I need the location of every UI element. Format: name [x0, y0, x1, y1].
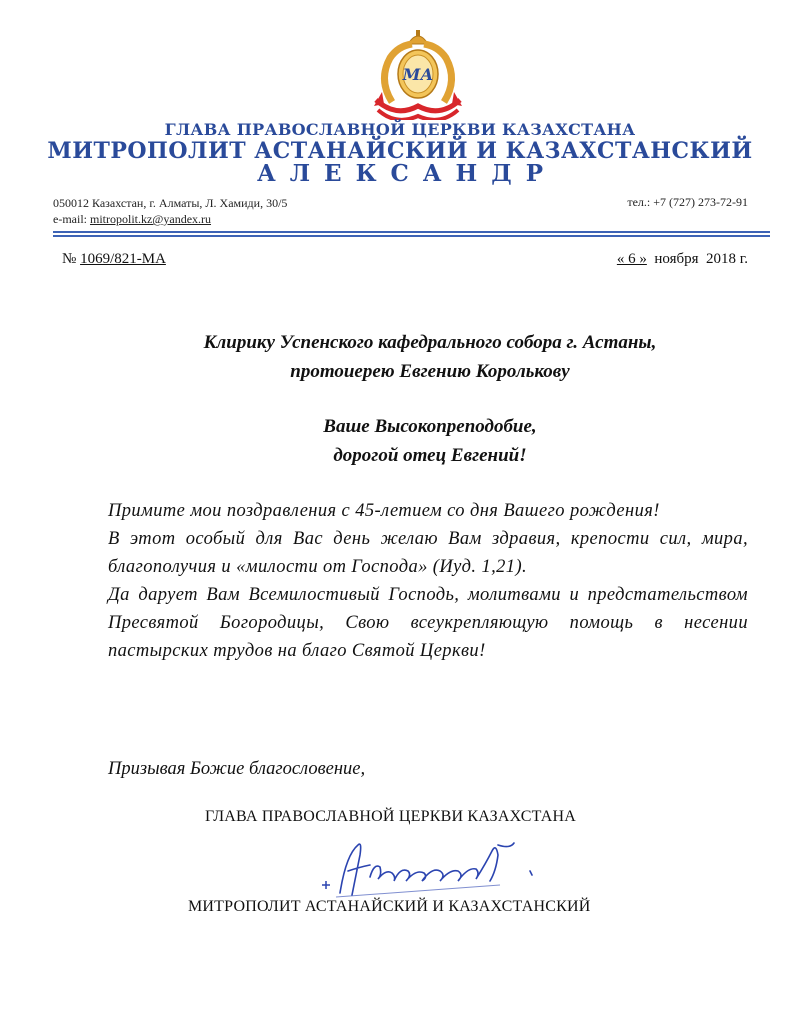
- addressee-line2: протоиерею Евгению Королькову: [290, 361, 570, 382]
- email-label: e-mail:: [53, 212, 90, 226]
- salutation-line1: Ваше Высокопреподобие,: [323, 416, 537, 437]
- document-number: [62, 251, 166, 268]
- contact-address-block: [53, 195, 287, 227]
- phone-number: тел.: +7 (727) 273-72-91: [627, 195, 748, 209]
- addressee-line1: Клирику Успенского кафедрального собора г. Астаны,: [203, 332, 657, 353]
- emblem-monogram: МА: [402, 65, 434, 84]
- header-title-line2: МИТРОПОЛИТ АСТАНАЙСКИЙ И КАЗАХСТАНСКИЙ: [47, 138, 753, 164]
- postal-address: 050012 Казахстан, г. Алматы, Л. Хамиди, 30/5: [53, 196, 288, 210]
- email-line: [53, 211, 287, 227]
- email-link[interactable]: mitropolit.kz@yandex.ru: [89, 212, 212, 226]
- salutation-line2: дорогой отец Евгений!: [333, 445, 527, 466]
- body-paragraph-1: Примите мои поздравления с 45-летием со дня Вашего рождения!: [108, 501, 660, 521]
- document-date-rest: ноября 2018 г.: [646, 251, 748, 267]
- signatory-title-line2: МИТРОПОЛИТ АСТАНАЙСКИЙ И КАЗАХСТАНСКИЙ: [188, 898, 591, 915]
- header-divider-top: [53, 231, 770, 233]
- document-date-day: « 6 »: [616, 251, 647, 267]
- body-paragraph-3: Да дарует Вам Всемилостивый Господь, молитвами и предстательством Пресвятой Богородицы, Свою всеукрепляющую помощь в несении пастырских трудов на благо Святой Церкви!: [108, 585, 748, 661]
- header-divider-bottom: [53, 235, 770, 237]
- document-number-label: №: [62, 251, 81, 267]
- closing-line: Призывая Божие благословение,: [108, 759, 366, 779]
- body-paragraph-2: В этот особый для Вас день желаю Вам здравия, крепости сил, мира, благополучия и «милости от Господа» (Иуд. 1,21).: [108, 529, 748, 577]
- addressee-block: [0, 328, 800, 386]
- salutation-block: [0, 412, 800, 470]
- header-title-line1: ГЛАВА ПРАВОСЛАВНОЙ ЦЕРКВИ КАЗАХСТАНА: [164, 120, 636, 139]
- document-date: [617, 251, 748, 268]
- document-number-value: 1069/821-МА: [80, 251, 166, 267]
- header-title-line3: АЛЕКСАНДР: [256, 160, 558, 187]
- signatory-title-line1: ГЛАВА ПРАВОСЛАВНОЙ ЦЕРКВИ КАЗАХСТАНА: [205, 808, 577, 825]
- metropolitan-emblem-icon: [372, 30, 464, 120]
- letter-body: [108, 497, 748, 665]
